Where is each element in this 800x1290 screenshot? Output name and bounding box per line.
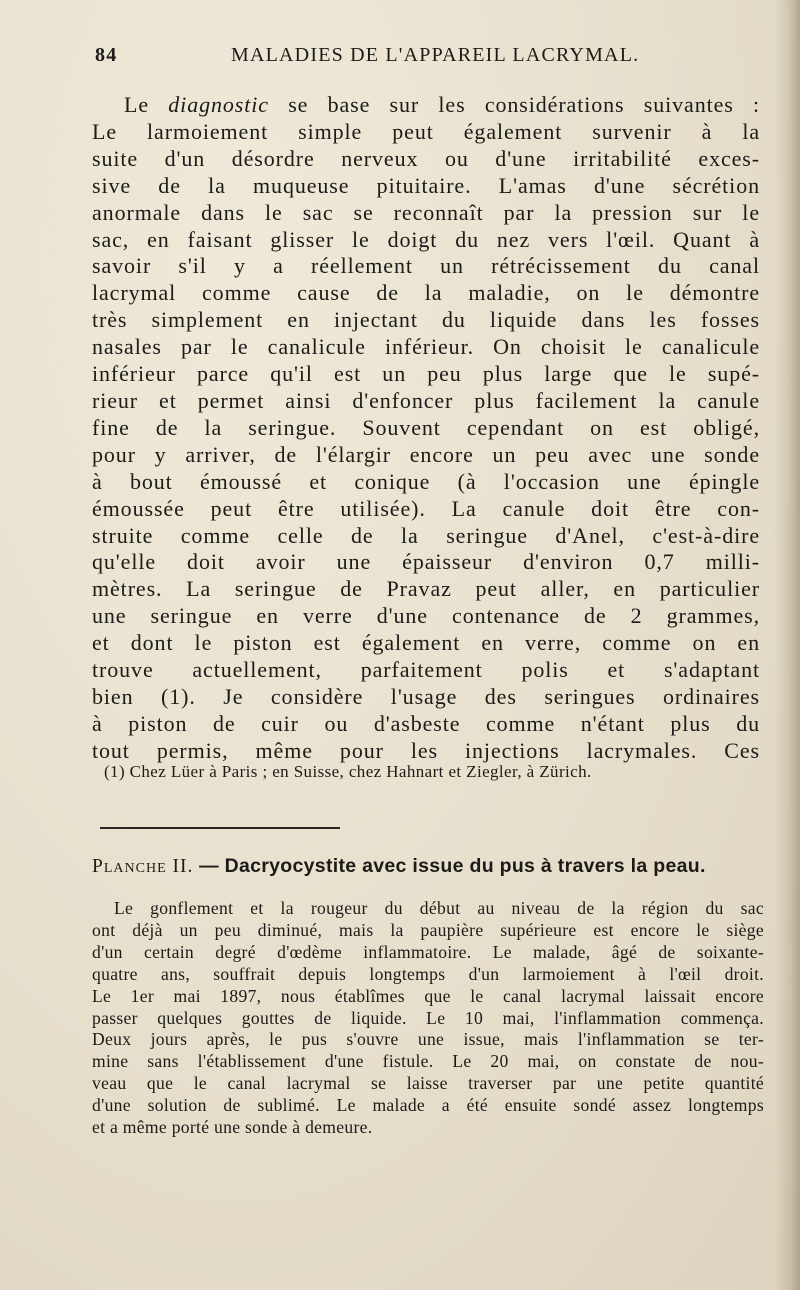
- text-line: émoussée peut être utilisée). La canule doit être con-: [92, 495, 760, 521]
- running-title: MALADIES DE L'APPAREIL LACRYMAL.: [231, 44, 640, 66]
- plate-line: d'un certain degré d'œdème inflammatoire. Le malade, âgé de soixante-: [92, 941, 764, 962]
- plate-label: Planche II.: [92, 856, 194, 877]
- separator-rule: [100, 827, 340, 829]
- plate-description: [92, 898, 764, 1139]
- text-line: à bout émoussé et conique (à l'occasion une épingle: [92, 468, 760, 494]
- text-line: lacrymal comme cause de la maladie, on le démontre: [92, 280, 760, 306]
- plate-line: passer quelques gouttes de liquide. Le 10 mai, l'inflammation commença.: [92, 1007, 764, 1028]
- text-line: tout permis, même pour les injections lacrymales. Ces: [92, 737, 760, 763]
- text-line: très simplement en injectant du liquide dans les fosses: [92, 307, 760, 333]
- text-line: trouve actuellement, parfaitement polis et s'adaptant: [92, 657, 760, 683]
- text-line: sive de la muqueuse pituitaire. L'amas d'une sécrétion: [92, 172, 760, 198]
- main-paragraph: [92, 92, 760, 765]
- text-line: inférieur parce qu'il est un peu plus large que le supé-: [92, 361, 760, 387]
- plate-caption-title: [92, 855, 772, 878]
- plate-line: d'une solution de sublimé. Le malade a été ensuite sondé assez longtemps: [92, 1095, 764, 1116]
- plate-line: Deux jours après, le pus s'ouvre une issue, mais l'inflammation se ter-: [92, 1029, 764, 1050]
- plate-line: ont déjà un peu diminué, mais la paupière supérieure est encore le siège: [92, 919, 764, 940]
- plate-line: mine sans l'établissement d'une fistule. Le 20 mai, on constate de nou-: [92, 1051, 764, 1072]
- text-line: Le larmoiement simple peut également survenir à la: [92, 118, 760, 144]
- text-line: fine de la seringue. Souvent cependant on est obligé,: [92, 414, 760, 440]
- text-line: rieur et permet ainsi d'enfoncer plus facilement la canule: [92, 387, 760, 413]
- footnote: (1) Chez Lüer à Paris ; en Suisse, chez Hahnart et Ziegler, à Zürich.: [104, 762, 592, 781]
- plate-line: quatre ans, souffrait depuis longtemps d'un larmoiement à l'œil droit.: [92, 963, 764, 984]
- text-line: à piston de cuir ou d'asbeste comme n'étant plus du: [92, 710, 760, 736]
- text-line: pour y arriver, de l'élargir encore un peu avec une sonde: [92, 441, 760, 467]
- page-number: 84: [95, 44, 118, 66]
- text-line: sac, en faisant glisser le doigt du nez vers l'œil. Quant à: [92, 226, 760, 252]
- plate-line: Le 1er mai 1897, nous établîmes que le canal lacrymal laissait encore: [92, 985, 764, 1006]
- page-header: [95, 44, 775, 74]
- text-line: suite d'un désordre nerveux ou d'une irritabilité exces-: [92, 145, 760, 171]
- text-line: et dont le piston est également en verre, comme on en: [92, 630, 760, 656]
- page-edge-shadow: [774, 0, 800, 1290]
- plate-line: et a même porté une sonde à demeure.: [92, 1117, 373, 1138]
- text-line: savoir s'il y a réellement un rétrécissement du canal: [92, 253, 760, 279]
- plate-line: Le gonflement et la rougeur du début au niveau de la région du sac: [114, 898, 764, 918]
- text-line: nasales par le canalicule inférieur. On choisit le canalicule: [92, 334, 760, 360]
- text-line: Le diagnostic se base sur les considérations suivantes :: [124, 92, 761, 117]
- text-line: mètres. La seringue de Pravaz peut aller, en particulier: [92, 576, 760, 602]
- text-line: anormale dans le sac se reconnaît par la pression sur le: [92, 199, 760, 225]
- plate-title-text: — Dacryocystite avec issue du pus à travers la peau.: [193, 855, 706, 877]
- plate-line: veau que le canal lacrymal se laisse traverser par une petite quantité: [92, 1073, 764, 1094]
- text-line: struite comme celle de la seringue d'Anel, c'est-à-dire: [92, 522, 760, 548]
- text-line: une seringue en verre d'une contenance de 2 grammes,: [92, 603, 760, 629]
- text-line: bien (1). Je considère l'usage des seringues ordinaires: [92, 683, 760, 709]
- text-line: qu'elle doit avoir une épaisseur d'environ 0,7 milli-: [92, 549, 760, 575]
